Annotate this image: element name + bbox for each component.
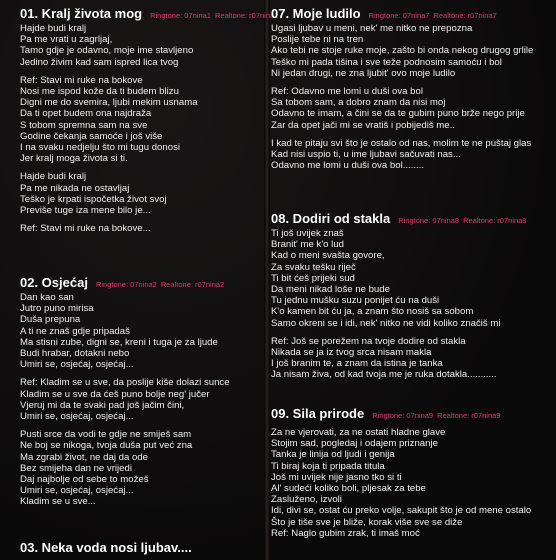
realtone-code: Realtone: r07nina8 [463, 216, 527, 225]
lyric-line: Za svaku tešku riječ [271, 261, 356, 273]
lyric-line: S tobom spremna sam na sve [20, 119, 148, 131]
lyrics [271, 228, 553, 381]
lyric-line: Stojim sad, pogledaj i odajem priznanje [271, 438, 438, 450]
lyric-line: Ma stisni zube, digni se, kreni i tuga je za ljude [20, 336, 218, 348]
lyric-line: Ako tebi ne stoje ruke moje, zašto bi onda nekog drugog grlile [271, 45, 534, 57]
lyric-line: Vjeruj mi da te svaki pad još jačim čini, [20, 399, 185, 411]
lyric-line: Kad o meni svašta govore, [271, 250, 385, 262]
lyric-line: Još mi uvijek nije jasno tko si ti [271, 471, 402, 483]
lyric-line: I kad te pitaju svi što je ostalo od nas, molim te ne puštaj glas [271, 137, 532, 149]
lyric-line: Budi hrabar, dotakni nebo [20, 348, 130, 360]
lyric-line: Umiri se, osjećaj, osjećaj... [20, 411, 134, 423]
song-title: 08. Dodiri od stakla [271, 211, 391, 226]
lyric-line: Bez smijeha dan ne vrijedi [20, 462, 132, 474]
lyrics [271, 427, 553, 539]
lyric-line: Ja nisam živa, od kad tvoja me je ruka dotakla........... [271, 369, 497, 381]
lyric-line: Tamo gdje je odavno, moje ime stavljeno [20, 45, 194, 57]
lyric-line: Hajde budi kralj [20, 171, 87, 183]
song-01 [20, 6, 279, 235]
lyric-line: Duša prepuna [20, 314, 81, 326]
lyrics [271, 23, 553, 171]
lyric-line: Zar da opet jači mi se vratiš i pobijediš me.. [271, 119, 455, 131]
song-02 [20, 275, 260, 508]
lyric-line: Za ne vjerovati, za ne ostati hladne glave [271, 427, 446, 438]
ringtone-code: Ringtone: 07nina7 [368, 11, 430, 20]
lyric-line: Ti bit ćeš prijeki sud [271, 272, 355, 284]
lyric-line: Samo okreni se i idi, nek' nitko ne vidi koliko značiš mi [271, 317, 501, 329]
lyric-line: Tu jednu mušku suzu ponijet ću na duši [271, 295, 440, 307]
lyric-line: Ni jedan drugi, ne zna ljubit' ovo moje ludilo [271, 67, 456, 79]
lyric-line: K'o kamen bit ću ja, a znam što nosiš sa sobom [271, 306, 474, 318]
song-03 [20, 540, 260, 555]
song-title: 03. Neka voda nosi ljubav.... [20, 540, 192, 555]
lyric-line: Kladim se u sve da ćeš puno bolje neg' jučer [20, 388, 210, 400]
lyric-line: Ref: Stavi mi ruke na bokove [20, 74, 143, 86]
lyric-line: Nosi me ispod kože da ti budem blizu [20, 86, 179, 98]
song-07 [271, 6, 553, 171]
lyric-line: Umiri se, osjećaj, osjećaj... [20, 485, 134, 497]
lyric-line: A ti ne znaš gdje pripadaš [20, 325, 130, 337]
lyric-line: Zasluženo, izvoli [271, 494, 342, 506]
realtone-code: Realtone: r07nina9 [437, 411, 501, 420]
lyric-line: Odavno te imam, a čini se da te gubim puno brže nego prije [271, 108, 525, 120]
realtone-code: Realtone: r07nina7 [433, 11, 497, 20]
lyric-line: Daj najbolje od sebe to možeš [20, 474, 149, 486]
ringtone-code: Ringtone: 07nina1 [150, 11, 211, 20]
ringtone-code: Ringtone: 07nina2 [95, 280, 157, 289]
song-title: 02. Osjećaj [20, 275, 88, 290]
lyric-line: Pusti srce da vodi te gdje ne smiješ sam [20, 429, 192, 441]
lyric-line: Pa me nikada ne ostavljaj [20, 182, 130, 194]
lyric-line: Godine čekanja samoće i još više [20, 130, 163, 142]
lyric-line: Dan kao san [20, 292, 74, 303]
lyric-line: Poslije tebe ni na tren [271, 34, 364, 46]
lyric-line: Teško mi pada tišina i sve teže podnosim samoću i bol [271, 56, 502, 68]
lyric-line: Digni me do svemira, ljubi mekim usnama [20, 97, 198, 109]
lyric-line: Ref: Stavi mi ruke na bokove... [20, 223, 151, 235]
lyrics [20, 23, 260, 234]
song-08 [271, 211, 553, 381]
lyric-line: Odavno me lomi u duši ova bol........ [271, 160, 425, 172]
lyric-line: Da meni nikad loše ne bude [271, 284, 390, 296]
lyric-line: Jer kralj moga života si ti. [20, 153, 128, 165]
lyric-line: Teško je krpati ispočetka život svoj [20, 193, 167, 205]
lyric-line: Ref: Odavno me lomi u duši ova bol [271, 86, 423, 98]
lyric-line: Previše tuge iza mene bilo je... [20, 205, 151, 217]
lyric-line: I na svaku nedjelju što mi tugu donosi [20, 142, 180, 154]
ringtone-code: Ringtone: 07nina8 [398, 216, 460, 225]
lyric-line: Ti još uvijek znaš [271, 228, 344, 239]
lyric-line: Jutro puno mirisa [20, 303, 94, 315]
song-09 [271, 406, 553, 539]
lyric-line: Ref: Naglo gubim zrak, ti imaš moć [271, 527, 420, 539]
lyric-line: Al' sudeći koliko boli, pljesak za tebe [271, 483, 426, 495]
lyric-line: Da ti opet budem ona najdraža [20, 108, 152, 120]
lyric-line: Ti biraj koja ti pripada titula [271, 460, 385, 472]
lyric-line: Ma zgrabi život, ne daj da ode [20, 451, 148, 463]
lyric-line: Nikada se ja iz tvog srca nisam makla [271, 347, 432, 359]
lyric-line: Ref: Još se porežem na tvoje dodire od stakla [271, 335, 466, 347]
lyric-line: Branit' me k'o lud [271, 239, 344, 251]
lyrics [20, 292, 260, 508]
lyric-line: Kad nisi uspio ti, u ime ljubavi sačuvati nas... [271, 149, 461, 161]
lyric-line: Ne boj se nikoga, tvoja duša put već zna [20, 440, 193, 452]
lyric-line: Ref: Kladim se u sve, da poslije kiše dolazi sunce [20, 377, 230, 389]
lyric-line: Hajde budi kralj [20, 23, 87, 34]
lyric-line: Tanka je linija od ljudi i genija [271, 449, 395, 461]
lyric-line: Idi, divi se, ostat ću preko volje, sakupit što je od mene ostalo [271, 505, 532, 517]
realtone-code: Realtone: r07nina2 [160, 280, 225, 289]
lyric-line: Kladim se u sve... [20, 496, 96, 508]
realtone-code: Realtone: r07nina1 [214, 11, 279, 20]
song-title: 09. Sila prirode [271, 406, 365, 421]
lyric-line: Pa me vrati u zagrljaj, [20, 34, 113, 46]
song-title: 07. Moje ludilo [271, 6, 361, 21]
center-fold [264, 0, 270, 560]
lyric-line: Ugasi ljubav u meni, nek' me nitko ne prepozna [271, 23, 473, 34]
lyric-line: Što je tiše sve je bliže, korak više sve se diže [271, 516, 463, 528]
lyric-line: Jedino živim kad sam ispred lica tvog [20, 56, 179, 68]
lyric-line: Umiri se, osjećaj, osjećaj... [20, 359, 134, 371]
lyric-line: I još branim te, a znam da istina je tanka [271, 358, 443, 370]
ringtone-code: Ringtone: 07nina9 [372, 411, 434, 420]
lyric-line: Sa tobom sam, a dobro znam da nisi moj [271, 97, 446, 109]
song-title: 01. Kralj života mog [20, 6, 143, 21]
